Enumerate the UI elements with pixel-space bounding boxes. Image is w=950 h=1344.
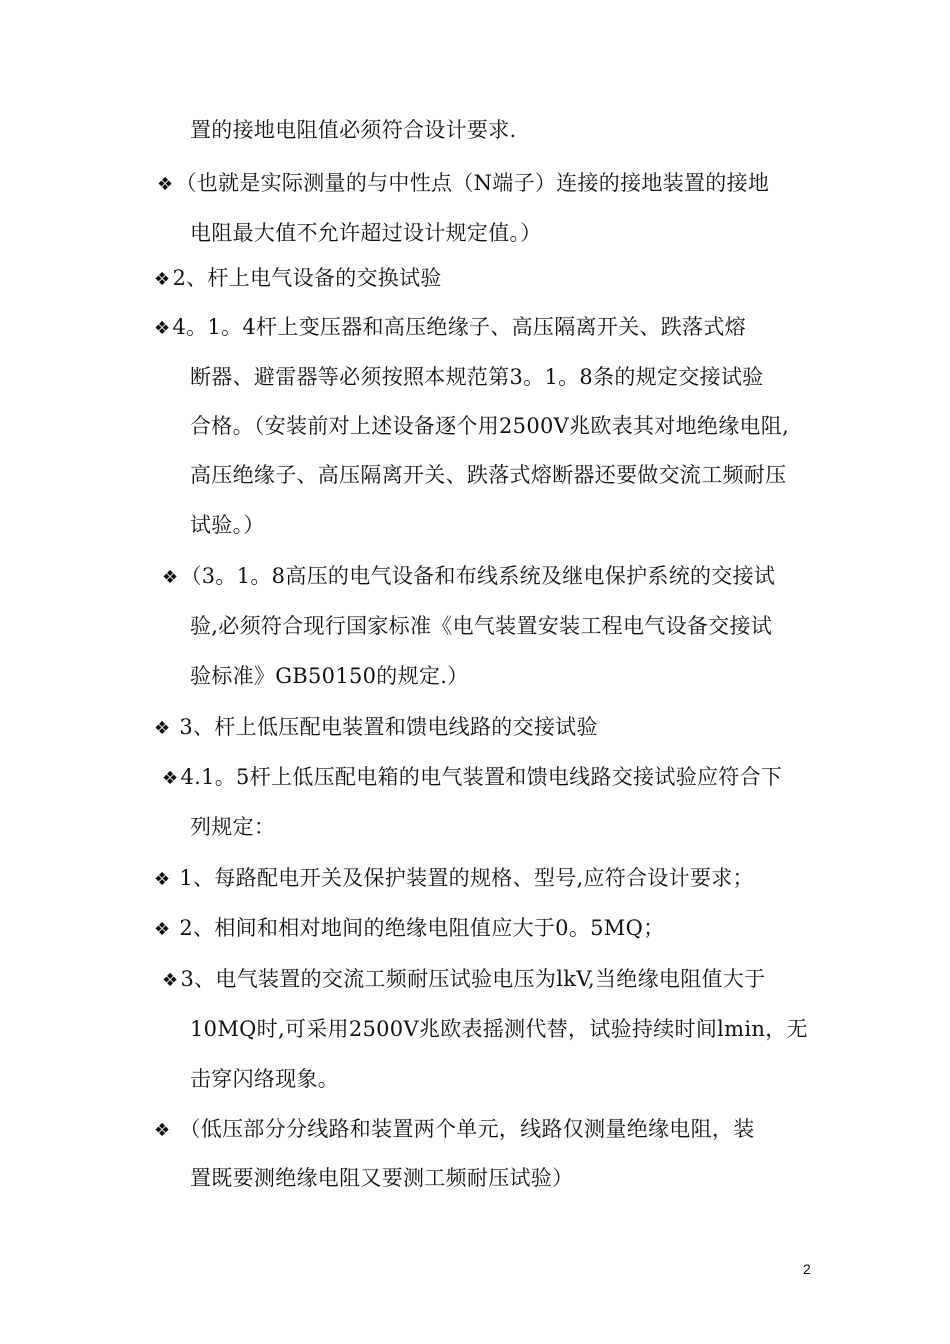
diamond-bullet-icon: ❖ bbox=[154, 718, 171, 739]
text-line: 合格。（安装前对上述设备逐个用2500V兆欧表其对地绝缘电阻, bbox=[190, 414, 790, 438]
diamond-bullet-icon: ❖ bbox=[154, 1120, 171, 1141]
text-line: 置的接地电阻值必须符合设计要求. bbox=[190, 118, 517, 142]
diamond-bullet-icon: ❖ bbox=[162, 768, 179, 789]
text-line: ❖2、杆上电气设备的交换试验 bbox=[154, 266, 442, 290]
text-line: 击穿闪络现象。 bbox=[190, 1067, 340, 1091]
diamond-bullet-icon: ❖ bbox=[162, 970, 179, 991]
diamond-bullet-icon: ❖ bbox=[154, 919, 171, 940]
diamond-bullet-icon: ❖ bbox=[162, 567, 179, 588]
diamond-bullet-icon: ❖ bbox=[154, 869, 171, 890]
page-number: 2 bbox=[803, 1261, 811, 1277]
text-line: 试验。） bbox=[190, 513, 265, 537]
text-line: ❖4.1。5杆上低压配电箱的电气装置和馈电线路交接试验应符合下 bbox=[162, 765, 783, 789]
text-line: 断器、避雷器等必须按照本规范第3。1。8条的规定交接试验 bbox=[190, 365, 764, 389]
text-line: 高压绝缘子、高压隔离开关、跌落式熔断器还要做交流工频耐压 bbox=[190, 463, 787, 487]
diamond-bullet-icon: ❖ bbox=[157, 174, 174, 195]
text-line: ❖3、电气装置的交流工频耐压试验电压为lkV,当绝缘电阻值大于 bbox=[162, 967, 766, 991]
text-line: ❖（3。1。8高压的电气设备和布线系统及继电保护系统的交接试 bbox=[162, 564, 776, 588]
diamond-bullet-icon: ❖ bbox=[154, 269, 171, 290]
text-line: 列规定： bbox=[190, 815, 276, 839]
text-line: ❖ （低压部分分线路和装置两个单元，线路仅测量绝缘电阻，装 bbox=[154, 1117, 755, 1141]
text-line: 置既要测绝缘电阻又要测工频耐压试验） bbox=[190, 1166, 574, 1190]
text-line: ❖4。1。4杆上变压器和高压绝缘子、高压隔离开关、跌落式熔 bbox=[154, 315, 746, 339]
text-line: 电阻最大值不允许超过设计规定值。） bbox=[190, 221, 542, 245]
text-line: ❖ 2、相间和相对地间的绝缘电阻值应大于0。5MQ； bbox=[154, 916, 665, 940]
text-line: ❖（也就是实际测量的与中性点（N端子）连接的接地装置的接地 bbox=[157, 171, 770, 195]
text-line: 验,必须符合现行国家标准《电气装置安装工程电气设备交接试 bbox=[190, 614, 773, 638]
diamond-bullet-icon: ❖ bbox=[154, 318, 171, 339]
text-line: 10MQ时,可采用2500V兆欧表摇测代替，试验持续时间lmin，无 bbox=[190, 1017, 808, 1041]
text-line: ❖ 3、杆上低压配电装置和馈电线路的交接试验 bbox=[154, 715, 598, 739]
text-line: ❖ 1、每路配电开关及保护装置的规格、型号,应符合设计要求； bbox=[154, 866, 754, 890]
text-line: 验标准》GB50150的规定.） bbox=[190, 664, 469, 688]
